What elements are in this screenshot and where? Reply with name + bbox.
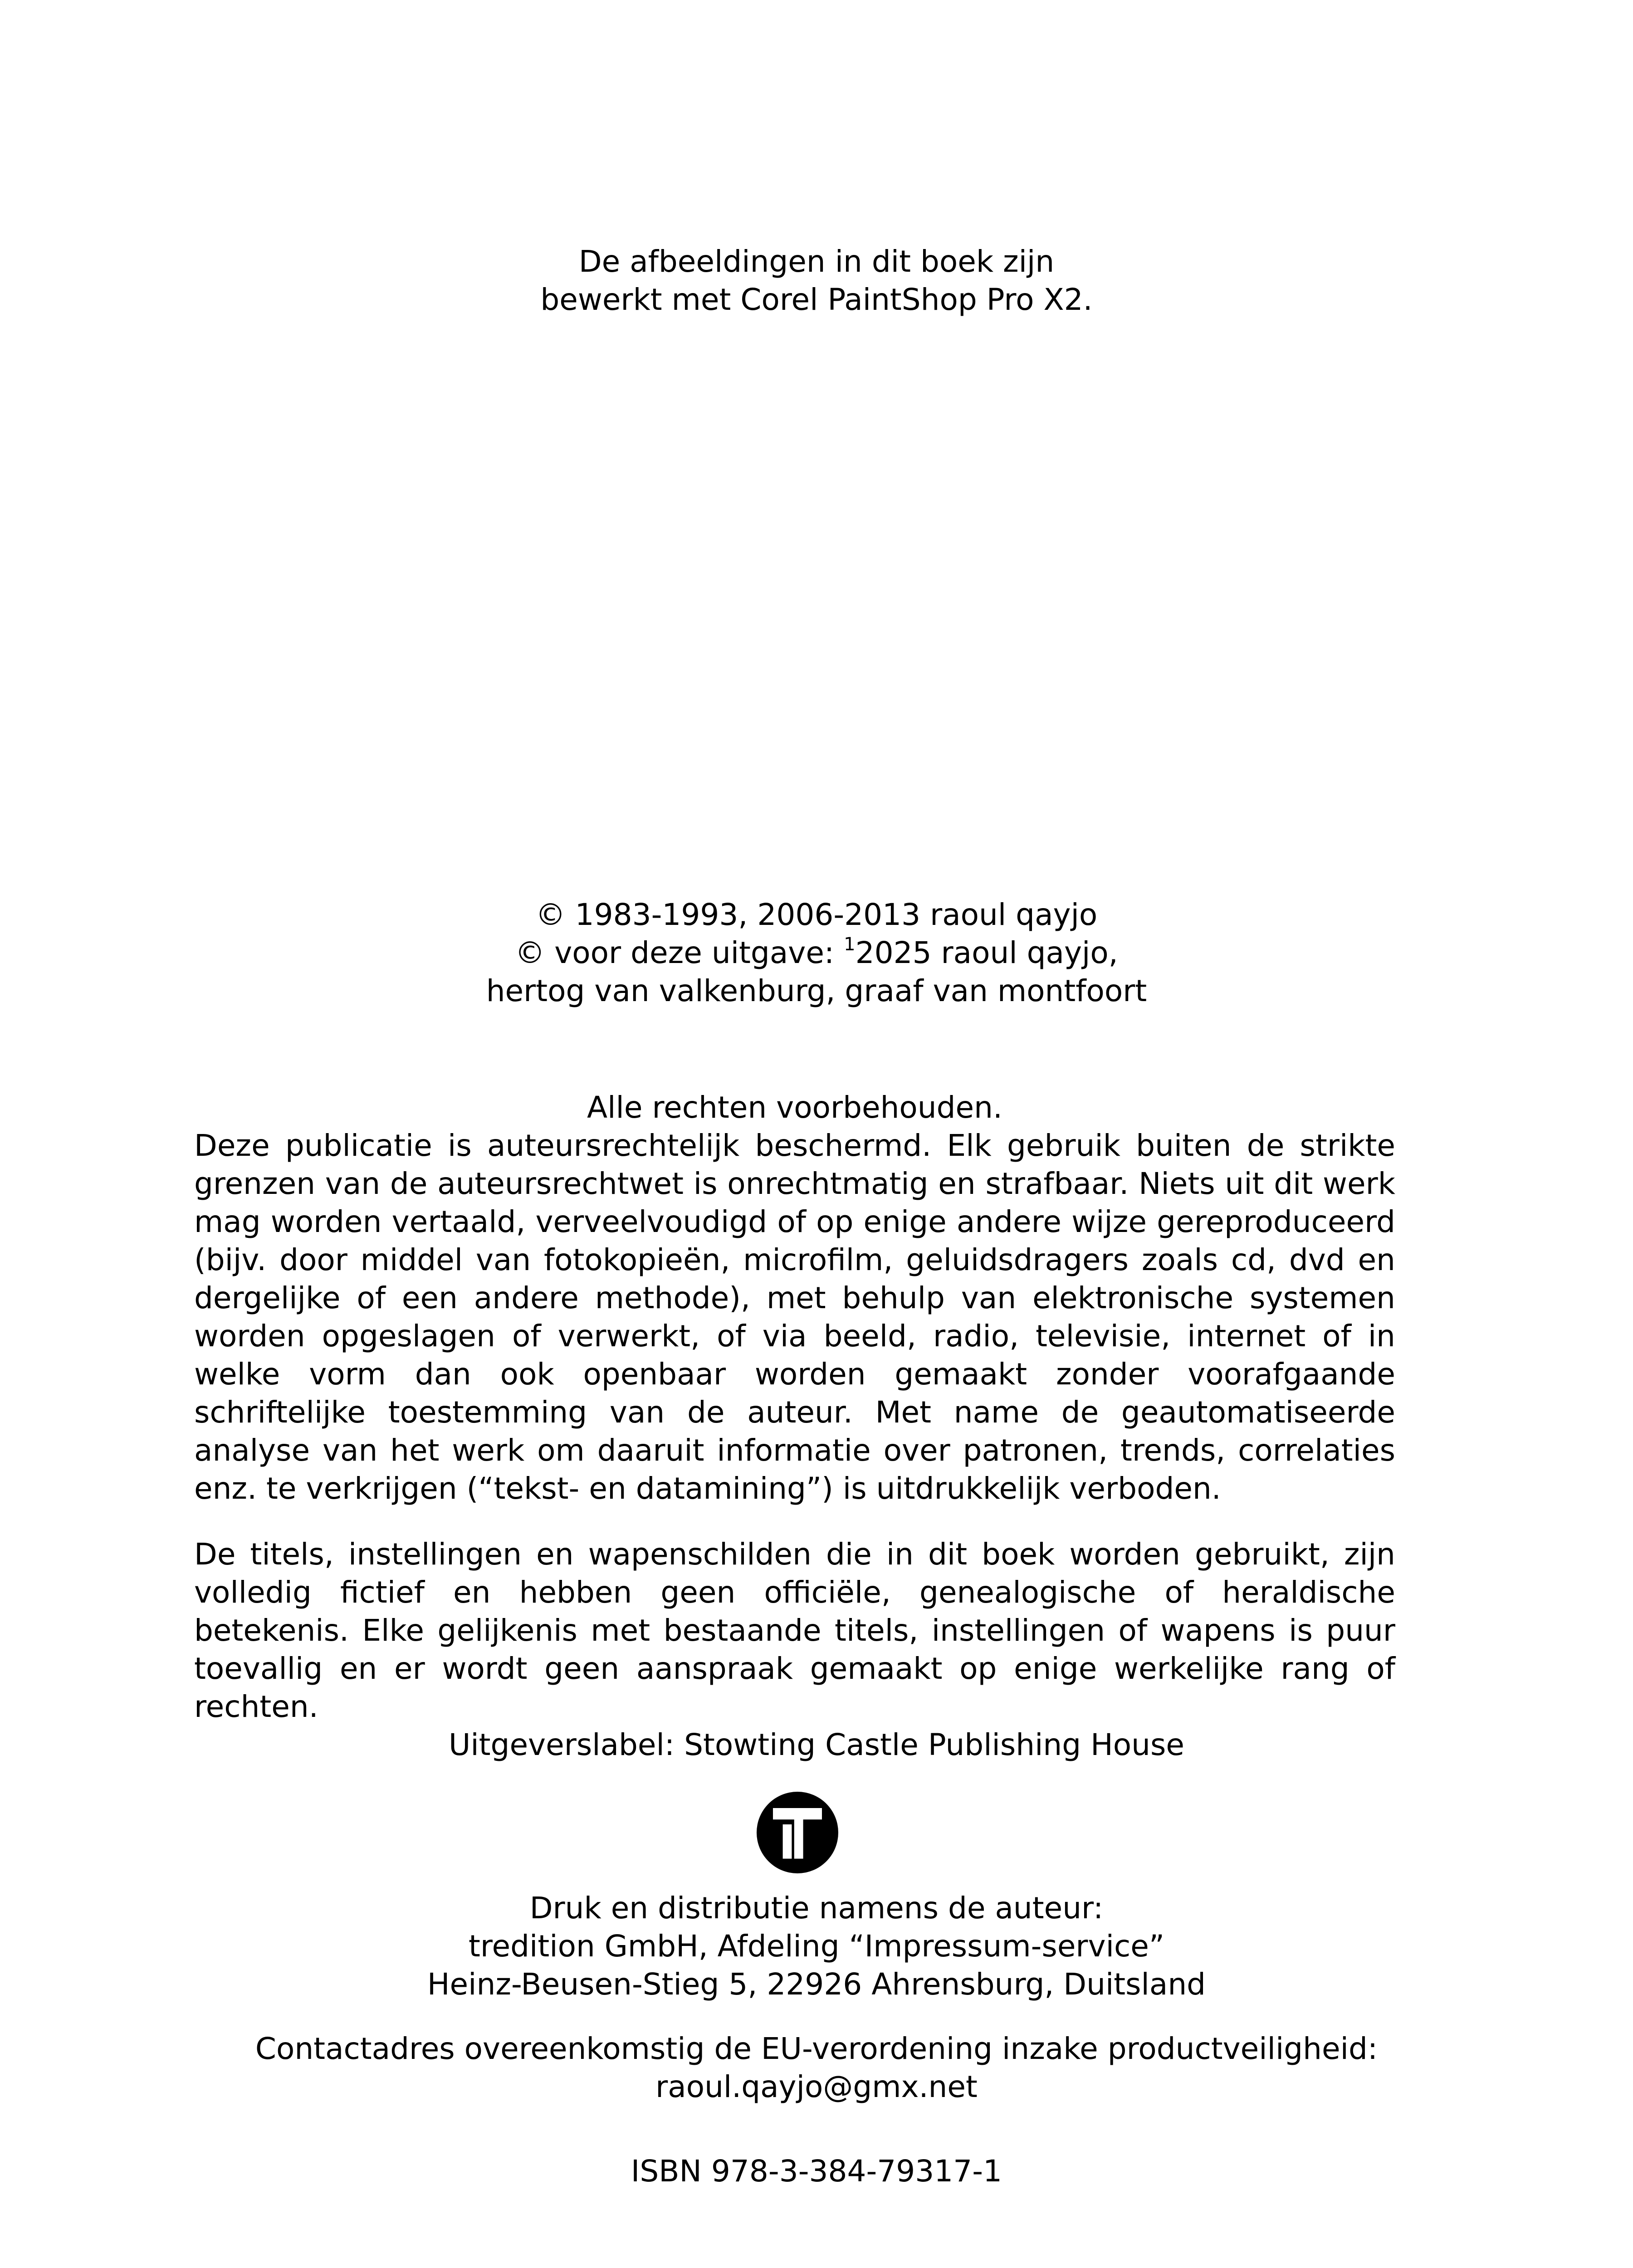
copyright-line-3: hertog van valkenburg, graaf van montfoort	[486, 973, 1147, 1008]
printing-section	[0, 1889, 1633, 2004]
copyright-edition-superscript: 1	[844, 934, 856, 955]
publisher-label: Uitgeverslabel: Stowting Castle Publishing House	[449, 1727, 1184, 1762]
printing-line-3: Heinz-Beusen-Stieg 5, 22926 Ahrensburg, Duitsland	[427, 1967, 1206, 2002]
disclaimer-paragraph: De titels, instellingen en wapenschilden die in dit boek worden gebruikt, zijn volledig fictief en hebben geen officiële, genealogische of heraldische betekenis. Elke gelijkenis met bestaande titels, instellingen of wapens is puur toevallig en er wordt geen aanspraak gemaakt op enige werkelijke rang of rechten.	[194, 1537, 1395, 1724]
printing-line-2: tredition GmbH, Afdeling “Impressum-service”	[468, 1929, 1165, 1964]
isbn-section	[0, 2152, 1633, 2190]
publisher-logo-icon	[757, 1792, 838, 1873]
image-credit-line-1: De afbeeldingen in dit boek zijn	[578, 244, 1055, 279]
image-credit	[0, 243, 1633, 319]
contact-line: Contactadres overeenkomstig de EU-verordening inzake productveiligheid:	[255, 2031, 1378, 2066]
copyright-line-2	[0, 934, 1633, 972]
contact-email: raoul.qayjo@gmx.net	[655, 2069, 978, 2104]
image-credit-line-2: bewerkt met Corel PaintShop Pro X2.	[540, 282, 1093, 317]
copyright-line-2-suffix: 2025 raoul qayjo,	[855, 935, 1118, 970]
rights-heading: Alle rechten voorbehouden.	[587, 1090, 1002, 1125]
printing-line-1: Druk en distributie namens de auteur:	[529, 1891, 1104, 1926]
copyright-line-1: © 1983-1993, 2006-2013 raoul qayjo	[535, 897, 1098, 932]
rights-paragraph: Deze publicatie is auteursrechtelijk beschermd. Elk gebruik buiten de strikte grenzen van de auteursrechtwet is onrechtmatig en strafbaar. Niets uit dit werk mag worden vertaald, verveelvoudigd of op enige andere wijze gereproduceerd (bijv. door middel van fotokopieën, microfilm, geluidsdragers zoals cd, dvd en dergelijke of een andere methode), met behulp van elektronische systemen worden opgeslagen of verwerkt, of via beeld, radio, televisie, internet of in welke vorm dan ook openbaar worden gemaakt zonder voorafgaande schriftelijke toestemming van de auteur. Met name de geautomatiseerde analyse van het werk om daaruit informatie over patronen, trends, correlaties enz. te verkrijgen (“tekst- en datamining”) is uitdrukkelijk verboden.	[194, 1128, 1395, 1506]
disclaimer-section	[194, 1535, 1395, 1726]
copyright-line-2-prefix: © voor deze uitgave:	[515, 935, 844, 970]
contact-section	[0, 2030, 1633, 2106]
rights-section	[194, 1089, 1395, 1508]
isbn-number: ISBN 978-3-384-79317-1	[631, 2154, 1002, 2189]
publisher-section	[0, 1726, 1633, 1764]
copyright-notice	[0, 896, 1633, 1010]
